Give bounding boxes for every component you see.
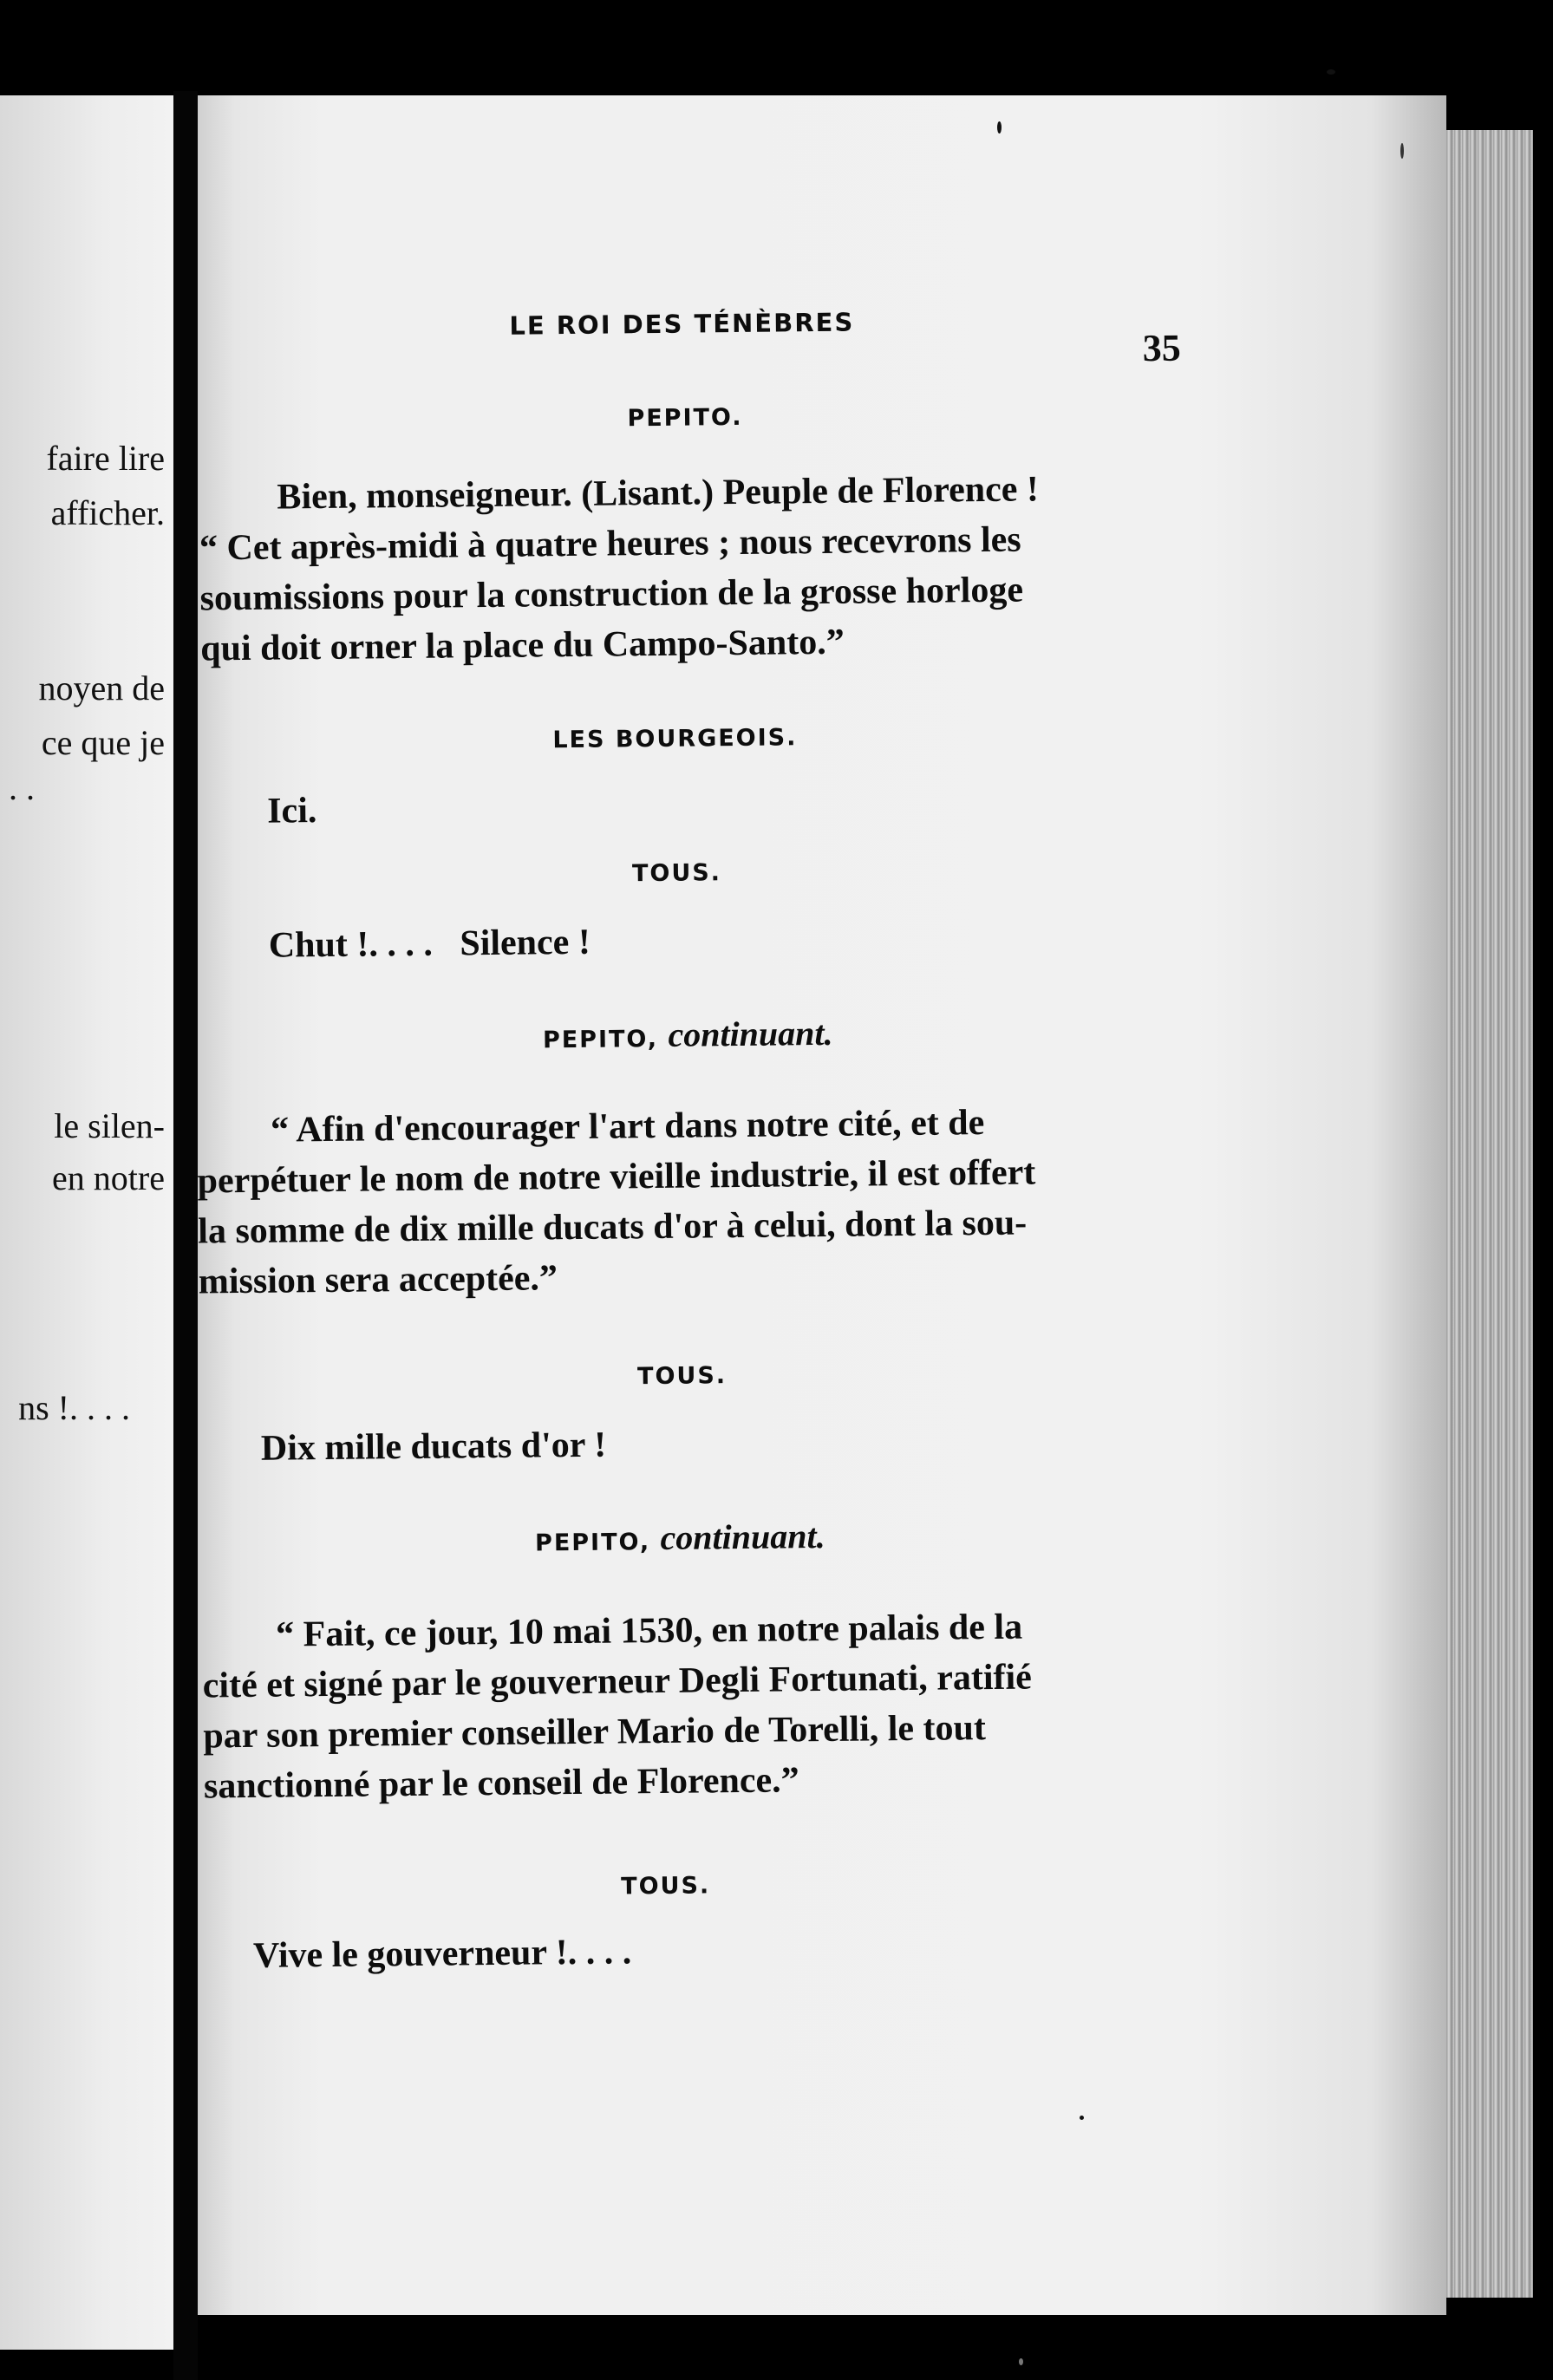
scan-speck <box>1400 143 1404 159</box>
text-line: “ Fait, ce jour, 10 mai 1530, en notre palais de la <box>275 1607 1023 1655</box>
speaker-name: PEPITO, <box>542 1025 659 1054</box>
dialogue-text <box>267 786 317 837</box>
book-page <box>198 95 1446 2315</box>
stage-direction: continuant. <box>668 1013 833 1054</box>
stage-direction: continuant. <box>660 1516 825 1557</box>
scan-speck <box>1327 69 1335 75</box>
text-line: par son premier conseiller Mario de Torelli, le tout <box>203 1708 987 1757</box>
text-line: perpétuer le nom de notre vieille industrie, il est offert <box>197 1152 1036 1202</box>
previous-page-fragment <box>0 95 173 2350</box>
running-head: LE ROI DES TÉNÈBRES <box>509 307 855 341</box>
left-page-line: ns !. . . . <box>18 1388 130 1427</box>
speaker-label <box>535 1516 825 1560</box>
left-page-line: le silen- <box>54 1106 165 1145</box>
speaker-label: TOUS. <box>621 1872 711 1901</box>
dialogue-text <box>197 1096 1191 1307</box>
speaker-label: PEPITO. <box>627 403 743 433</box>
left-page-line: faire lire <box>46 439 165 478</box>
dialogue-text <box>202 1601 1197 1812</box>
text-line: mission sera acceptée.” <box>198 1258 558 1302</box>
left-page-line: ce que je <box>41 723 165 762</box>
page-edges <box>1446 130 1533 2298</box>
text-line: “ Cet après-midi à quatre heures ; nous recevrons les <box>199 519 1021 569</box>
text-line: Ici. <box>266 791 317 831</box>
speaker-label: TOUS. <box>631 859 722 888</box>
text-line: soumissions pour la construction de la grosse horloge <box>199 570 1024 619</box>
text-line: Bien, monseigneur. (Lisant.) Peuple de Florence ! <box>277 469 1040 518</box>
text-line: la somme de dix mille ducats d'or à celui, dont la sou- <box>198 1203 1028 1252</box>
page-content <box>186 89 1458 2322</box>
speaker-label: LES BOURGEOIS. <box>552 724 798 754</box>
text-line: Dix mille ducats d'or ! <box>260 1425 607 1469</box>
dialogue-text <box>253 1927 632 1981</box>
page-number: 35 <box>1142 326 1181 370</box>
text-line: qui doit orner la place du Campo-Santo.” <box>200 622 845 669</box>
dialogue-text <box>269 917 591 971</box>
left-page-line: afficher. <box>50 493 165 532</box>
left-page-line: noyen de <box>38 668 165 707</box>
speaker-label: TOUS. <box>636 1362 728 1391</box>
left-page-line: . . <box>9 768 35 807</box>
scan-speck <box>1080 2116 1084 2120</box>
left-page-line: en notre <box>52 1158 165 1197</box>
dialogue-text <box>261 1420 607 1474</box>
text-line: sanctionné par le conseil de Florence.” <box>203 1760 799 1807</box>
dialogue-text <box>190 463 1184 675</box>
text-line: “ Afin d'encourager l'art dans notre cité, et de <box>270 1103 985 1151</box>
scan-speck <box>997 121 1002 134</box>
text-line: Vive le gouverneur !. . . . <box>252 1932 632 1976</box>
text-line: Chut !. . . . Silence ! <box>268 922 591 966</box>
text-line: cité et signé par le gouverneur Degli Fortunati, ratifié <box>202 1657 1033 1706</box>
scan-speck <box>1019 2358 1023 2365</box>
speaker-name: PEPITO, <box>534 1529 651 1557</box>
speaker-label <box>543 1013 833 1057</box>
